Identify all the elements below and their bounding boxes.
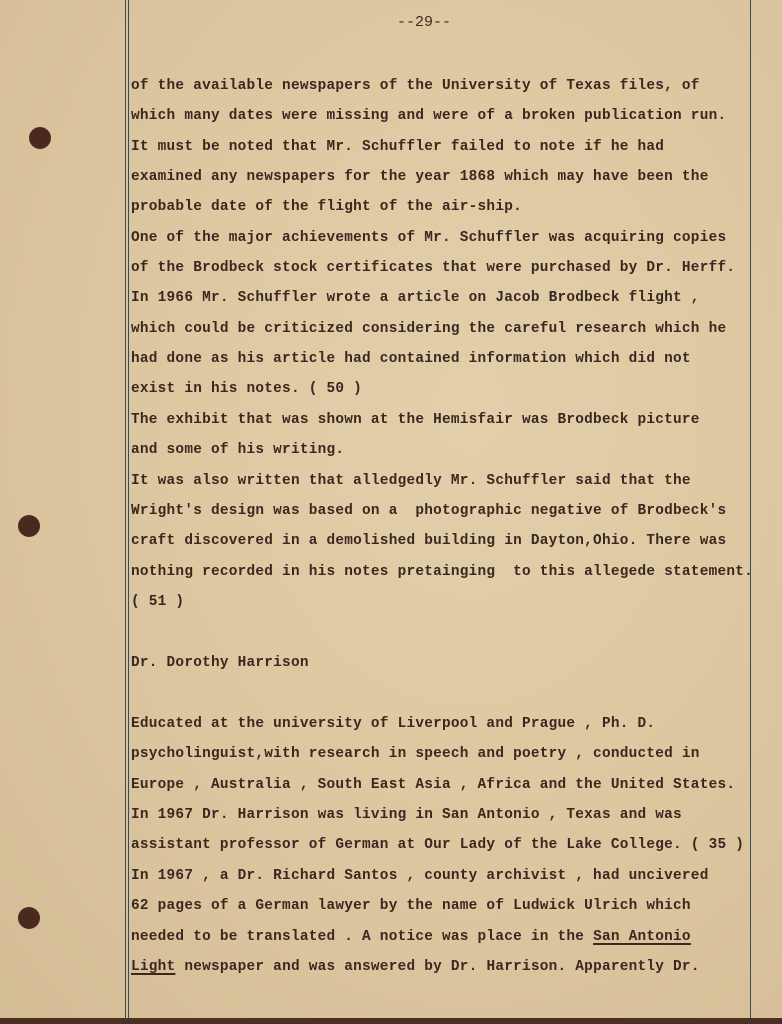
text-line: The exhibit that was shown at the Hemisfair was Brodbeck picture [131, 412, 700, 428]
text-line: psycholinguist,with research in speech and poetry , conducted in [131, 746, 700, 762]
text-line: probable date of the flight of the air-ship. [131, 199, 522, 215]
margin-rule-right [750, 0, 751, 1018]
text-line: and some of his writing. [131, 442, 345, 458]
newspaper-title-underlined: Light [131, 959, 176, 975]
text-line: had done as his article had contained information which did not [131, 351, 691, 367]
text-line [131, 958, 700, 976]
text-line: Europe , Australia , South East Asia , Africa and the United States. [131, 777, 736, 793]
text-line: ( 51 ) [131, 594, 185, 610]
text-line: which many dates were missing and were of a broken publication run. [131, 108, 727, 124]
text-line: It must be noted that Mr. Schuffler failed to note if he had [131, 139, 665, 155]
text-line: In 1967 , a Dr. Richard Santos , county archivist , had uncivered [131, 868, 709, 884]
punch-hole-middle [18, 515, 40, 537]
text-segment: needed to be translated . A notice was place in the [131, 929, 594, 945]
text-line: Wright's design was based on a photographic negative of Brodbeck's [131, 503, 727, 519]
text-line: 62 pages of a German lawyer by the name of Ludwick Ulrich which [131, 898, 691, 914]
text-line: of the available newspapers of the University of Texas files, of [131, 78, 700, 94]
text-line: Educated at the university of Liverpool and Prague , Ph. D. [131, 716, 656, 732]
punch-hole-bottom [18, 907, 40, 929]
page-number: --29-- [397, 14, 452, 31]
text-line: which could be criticized considering the careful research which he [131, 321, 727, 337]
punch-hole-top [29, 127, 51, 149]
text-line: craft discovered in a demolished building in Dayton,Ohio. There was [131, 533, 727, 549]
text-line: examined any newspapers for the year 1868 which may have been the [131, 169, 709, 185]
section-heading: Dr. Dorothy Harrison [131, 655, 309, 671]
text-line: In 1967 Dr. Harrison was living in San Antonio , Texas and was [131, 807, 682, 823]
margin-rule-left-inner [128, 0, 129, 1018]
text-line: assistant professor of German at Our Lady of the Lake College. ( 35 ) [131, 837, 745, 853]
text-line: In 1966 Mr. Schuffler wrote a article on Jacob Brodbeck flight , [131, 290, 700, 306]
text-line: It was also written that alledgedly Mr. Schuffler said that the [131, 473, 691, 489]
text-line: exist in his notes. ( 50 ) [131, 381, 363, 397]
newspaper-title-underlined: San Antonio [593, 929, 691, 945]
margin-rule-left-outer [125, 0, 126, 1018]
text-line: of the Brodbeck stock certificates that were purchased by Dr. Herff. [131, 260, 736, 276]
text-line [131, 928, 691, 946]
text-line: One of the major achievements of Mr. Schuffler was acquiring copies [131, 230, 727, 246]
text-line: nothing recorded in his notes pretainging to this allegede statement. [131, 564, 754, 580]
text-segment: newspaper and was answered by Dr. Harrison. Apparently Dr. [175, 959, 700, 975]
